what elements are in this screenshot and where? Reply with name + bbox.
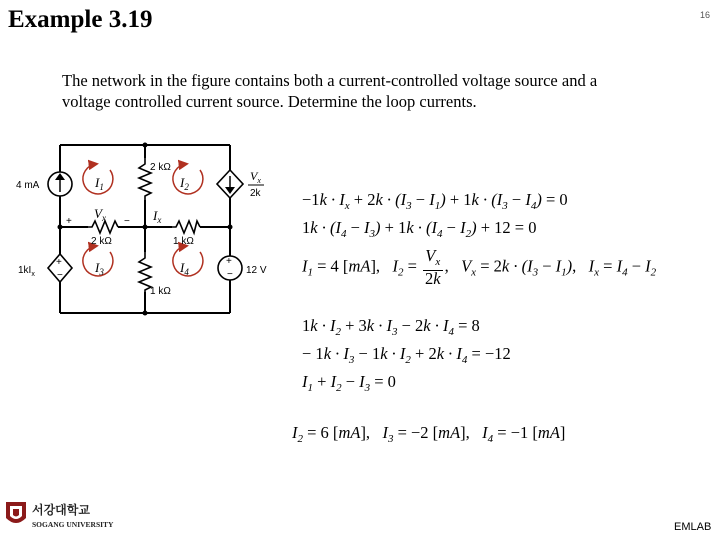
logo-korean-name: 서강대학교 [32, 503, 90, 517]
page-number: 16 [700, 10, 711, 20]
label-4ma: 4 mA [16, 180, 40, 191]
vccs-label-den: 2k [250, 188, 261, 199]
equation-6: $I_1 + I_2 - I_3 = 0$ [302, 372, 396, 394]
vx-minus: − [124, 216, 130, 227]
logo-english-name: SOGANG UNIVERSITY [32, 520, 114, 529]
vx-plus: + [66, 216, 72, 227]
equation-3: $I_1 = 4$ [mA], $I_2$ = $\frac{V_x}{2k}$ , $V_x = 2k \cdot (I_3 - I_1)$, $I_x = I_4 - I_2$ [302, 246, 657, 288]
university-logo [4, 500, 114, 532]
problem-line-1: The network in the figure contains both a current-controlled voltage source and a [62, 71, 598, 90]
label-res-bottom: 1 kΩ [150, 286, 171, 297]
vx-label: $V_x$ [94, 206, 106, 223]
loop-label-4: $I_4$ [180, 260, 189, 277]
label-12v: 12 V [246, 265, 267, 276]
loop-label-2: $I_2$ [180, 175, 189, 192]
loop-label-1: $I_1$ [95, 175, 104, 192]
vccs-label-num: $V_x$ [250, 169, 261, 185]
slide-title: Example 3.19 [8, 6, 153, 33]
ix-label: $I_x$ [153, 208, 162, 225]
svg-text:−: − [227, 269, 233, 280]
label-res-left-mid: 2 kΩ [91, 236, 112, 247]
loop-label-3: $I_3$ [95, 260, 104, 277]
answer-equation: $I_2 = 6$ [mA], $I_3 = -2$ [mA], $I_4 = -1$ [mA] [292, 423, 566, 445]
equation-4: $1k \cdot I_2 + 3k \cdot I_3 - 2k \cdot I_4 = 8$ [302, 316, 480, 338]
footer-label: EMLAB [674, 521, 712, 533]
label-ccvs: $1kI_x$ [18, 265, 35, 278]
resistor-right-mid [172, 221, 200, 233]
circuit-diagram [0, 140, 300, 320]
label-res-right-mid: 1 kΩ [173, 236, 194, 247]
label-res-top: 2 kΩ [150, 162, 171, 173]
svg-text:+: + [226, 256, 232, 267]
equation-2: $1k \cdot (I_4 - I_3) + 1k \cdot (I_4 - I_2) + 12 = 0$ [302, 218, 537, 240]
equation-5: − $1k \cdot I_3 - 1k \cdot I_2 + 2k \cdot I_4 = -12$ [302, 344, 511, 366]
problem-line-2: voltage controlled current source. Determine the loop currents. [62, 92, 477, 111]
problem-statement [62, 70, 672, 112]
equation-1: $-1k \cdot I_x + 2k \cdot (I_3 - I_1) + 1k \cdot (I_3 - I_4) = 0$ [302, 190, 568, 212]
svg-text:+: + [56, 257, 62, 268]
svg-text:−: − [57, 270, 63, 281]
